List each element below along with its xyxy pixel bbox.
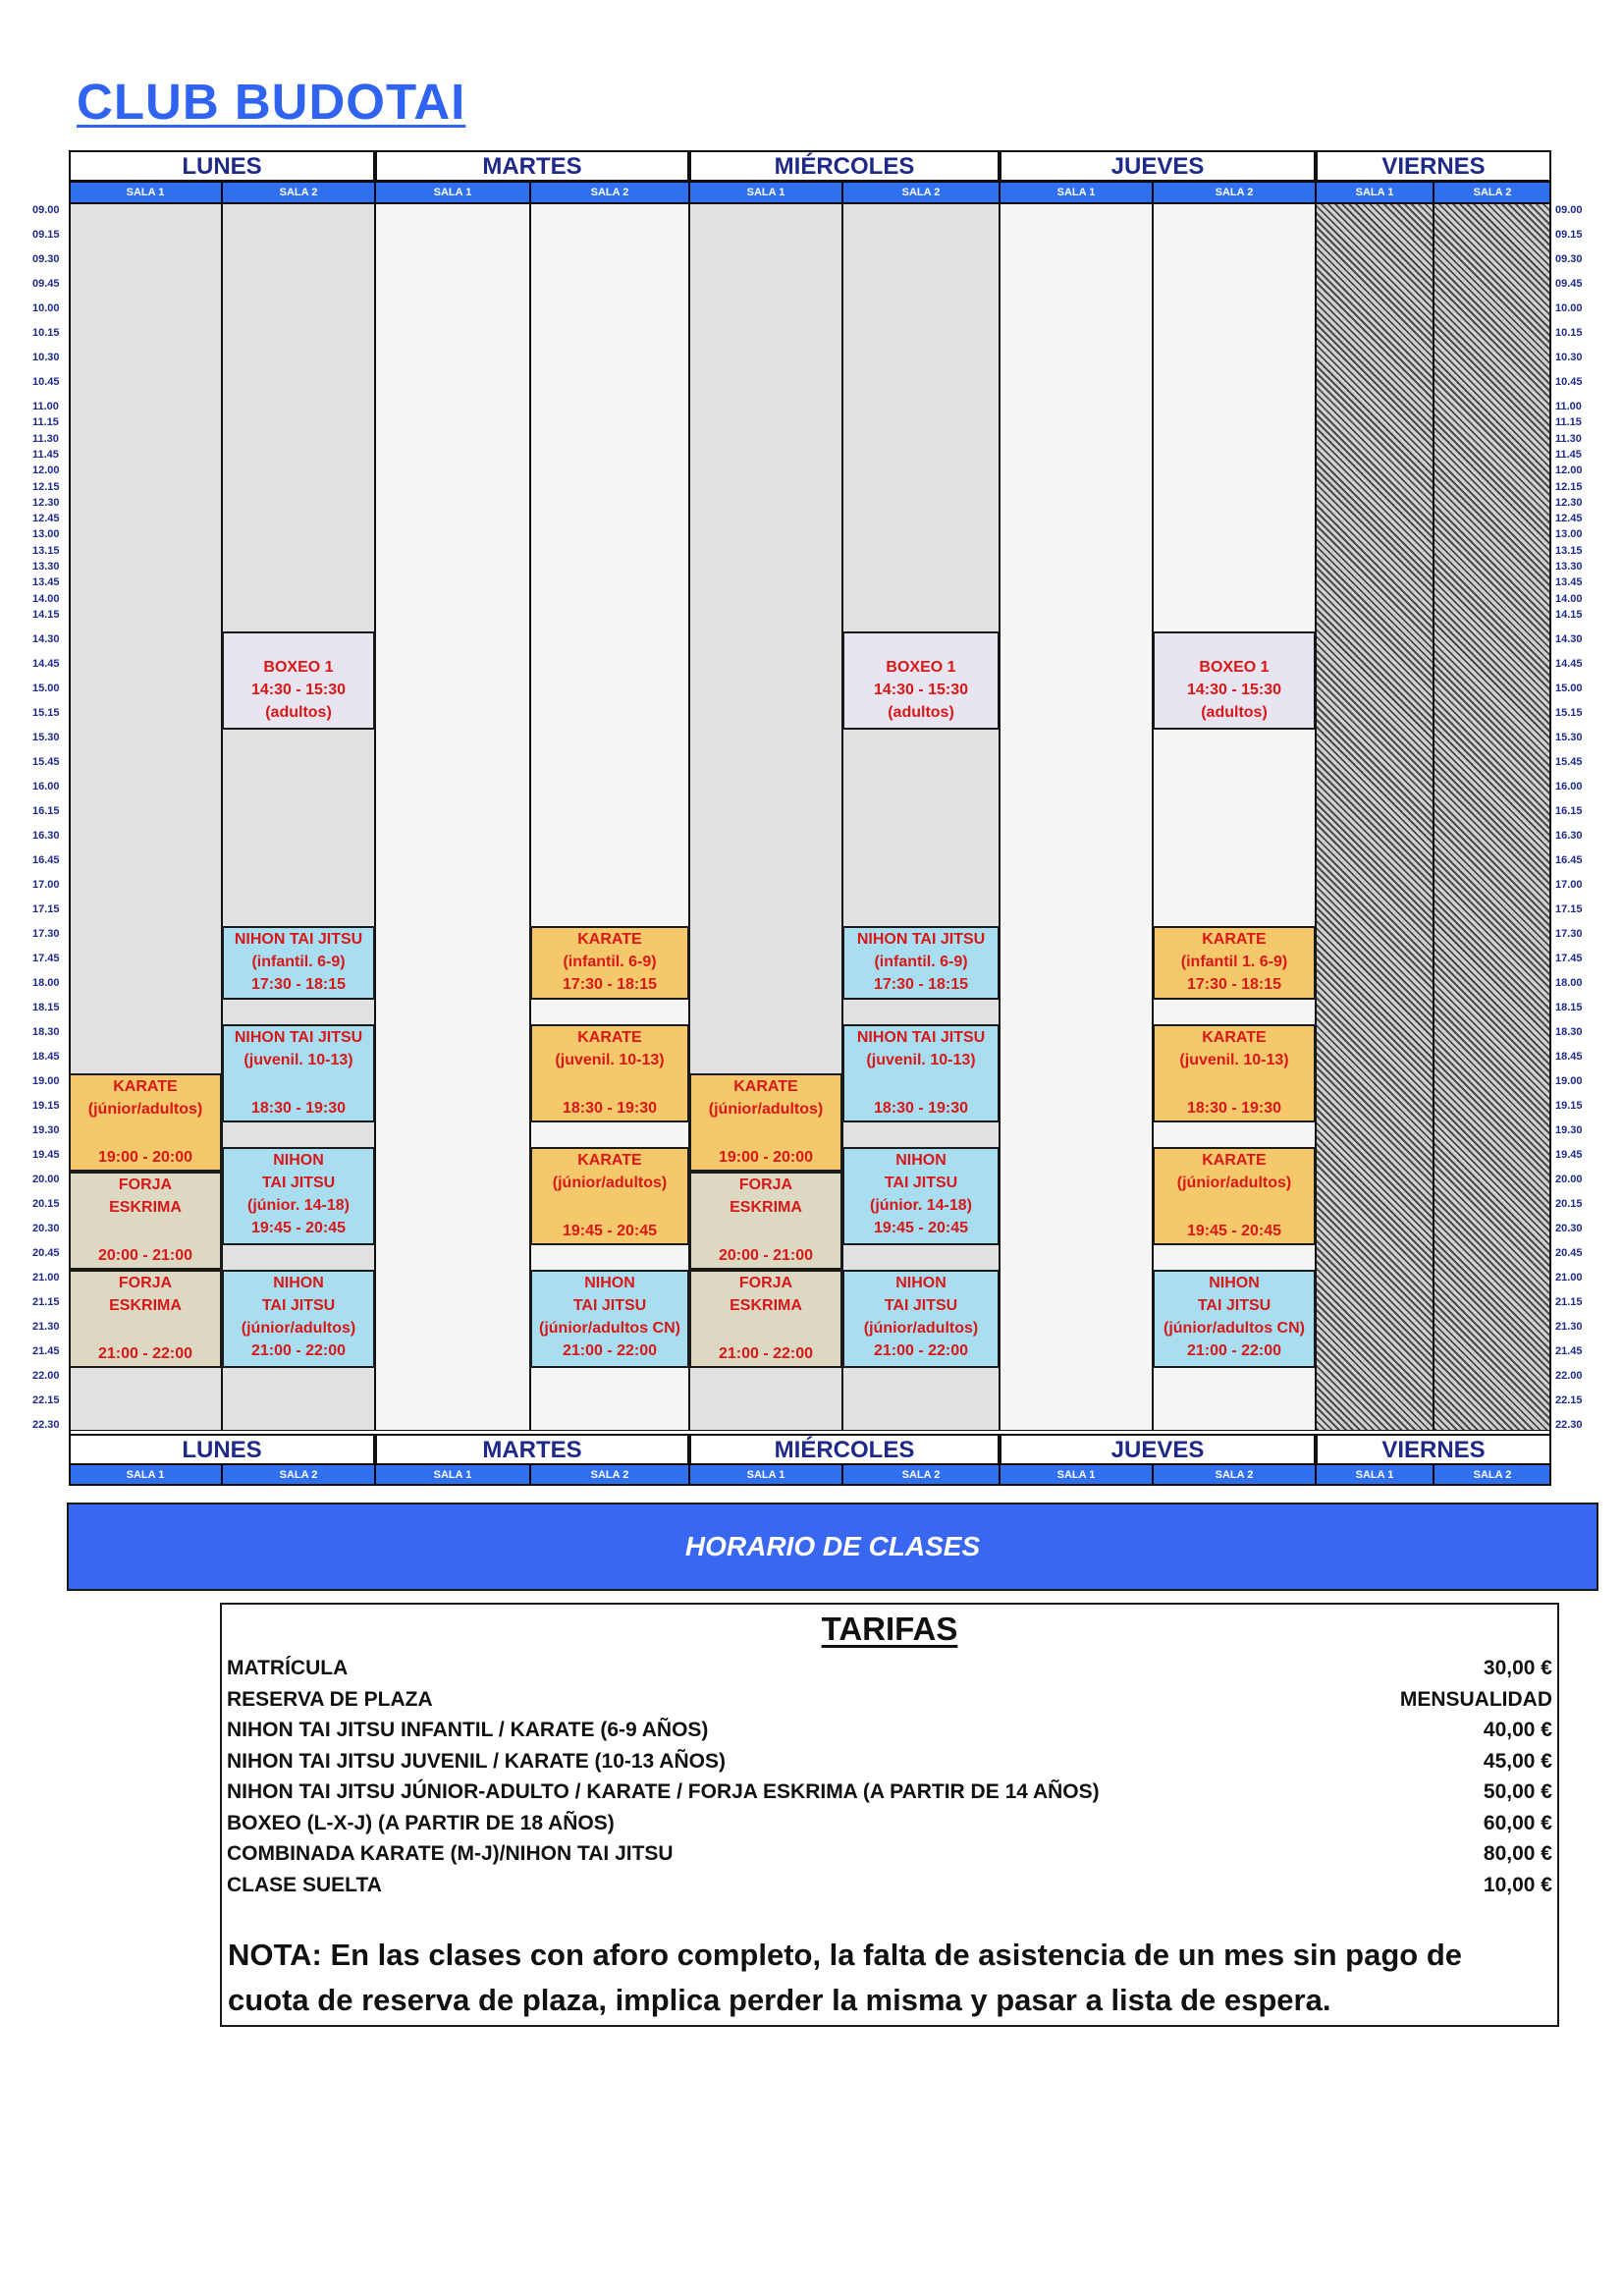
- time-label: 09.45: [1555, 278, 1583, 290]
- time-label: 21.15: [1555, 1296, 1583, 1308]
- time-label: 18.45: [32, 1051, 60, 1063]
- time-label: 19.45: [1555, 1149, 1583, 1161]
- time-label: 18.00: [32, 977, 60, 989]
- class-line: 21:00 - 22:00: [873, 1342, 969, 1359]
- time-label: 22.15: [32, 1394, 60, 1406]
- class-line: (júnior. 14-18): [869, 1197, 973, 1214]
- time-label: 13.15: [32, 544, 60, 557]
- class-line: FORJA: [118, 1275, 173, 1291]
- class-line: NIHON: [895, 1275, 947, 1291]
- class-line: BOXEO 1: [886, 659, 956, 676]
- tarifa-label: NIHON TAI JITSU JÚNIOR-ADULTO / KARATE / FORJA ESKRIMA (A PARTIR DE 14 AÑOS): [227, 1780, 1100, 1803]
- class-line: BOXEO 1: [1199, 659, 1270, 676]
- time-label: 15.15: [32, 707, 60, 719]
- class-line: ESKRIMA: [730, 1199, 802, 1216]
- tarifa-row: [227, 1874, 1552, 1904]
- tarifa-value: MENSUALIDAD: [1399, 1687, 1552, 1711]
- time-label: 19.15: [32, 1100, 60, 1112]
- time-label: 16.00: [32, 781, 60, 793]
- class-line: (juvenil. 10-13): [1179, 1052, 1289, 1068]
- class-block-karate[interactable]: [530, 1024, 689, 1122]
- class-time: 20:00 - 21:00: [97, 1247, 193, 1264]
- class-time: 19:45 - 20:45: [1186, 1223, 1282, 1239]
- class-block-karate[interactable]: [689, 1073, 842, 1172]
- time-label: 19.00: [32, 1075, 60, 1087]
- time-label: 12.00: [1555, 465, 1583, 477]
- time-label: 10.15: [1555, 327, 1583, 339]
- time-label: 16.00: [1555, 781, 1583, 793]
- time-label: 13.00: [1555, 528, 1583, 541]
- time-label: 19.30: [32, 1124, 60, 1136]
- time-label: 17.30: [32, 928, 60, 940]
- class-line: (júnior/adultos): [241, 1320, 356, 1337]
- day-header-lunes-top: LUNES: [69, 150, 375, 182]
- time-label: 22.00: [1555, 1370, 1583, 1382]
- time-label: 20.00: [32, 1174, 60, 1185]
- class-block-nihon-tai-jitsu[interactable]: [842, 1270, 1000, 1368]
- class-line: FORJA: [738, 1176, 793, 1193]
- class-block-nihon-tai-jitsu[interactable]: [842, 1147, 1000, 1245]
- club-title: CLUB BUDOTAI: [77, 74, 466, 130]
- class-line: KARATE: [577, 1152, 642, 1169]
- class-line: NIHON: [584, 1275, 635, 1291]
- time-label: 11.00: [1555, 401, 1582, 412]
- class-line: (infantil. 6-9): [251, 954, 346, 970]
- time-label: 17.15: [1555, 903, 1583, 915]
- room-header: SALA 2: [842, 182, 1000, 203]
- room-header: SALA 2: [1434, 182, 1551, 203]
- class-time: 21:00 - 22:00: [97, 1345, 193, 1362]
- time-label: 18.15: [32, 1002, 60, 1013]
- class-time: 18:30 - 19:30: [250, 1100, 347, 1117]
- room-header: SALA 2: [222, 1464, 375, 1486]
- tarifa-label: NIHON TAI JITSU JUVENIL / KARATE (10-13 AÑOS): [227, 1749, 726, 1773]
- time-label: 17.15: [32, 903, 60, 915]
- time-label: 13.30: [1555, 561, 1583, 574]
- class-block-karate[interactable]: [69, 1073, 222, 1172]
- time-label: 20.30: [32, 1223, 60, 1234]
- class-line: KARATE: [1202, 1029, 1267, 1046]
- time-label: 15.30: [32, 732, 60, 743]
- time-label: 17.00: [32, 879, 60, 891]
- class-block-forja-eskrima[interactable]: [689, 1270, 842, 1368]
- class-line: FORJA: [118, 1176, 173, 1193]
- class-line: NIHON: [1209, 1275, 1260, 1291]
- time-label: 15.15: [1555, 707, 1583, 719]
- class-block-karate[interactable]: [1153, 926, 1316, 1000]
- class-line: ESKRIMA: [730, 1297, 802, 1314]
- time-label: 14.45: [32, 658, 60, 670]
- room-header: SALA 1: [1000, 1464, 1153, 1486]
- class-line: (adultos): [888, 704, 954, 721]
- class-line: (infantil 1. 6-9): [1180, 954, 1288, 970]
- time-label: 16.15: [32, 805, 60, 817]
- tarifa-row: [227, 1688, 1552, 1719]
- class-time: 19:00 - 20:00: [718, 1149, 814, 1166]
- time-label: 09.00: [32, 204, 60, 216]
- time-label: 21.45: [1555, 1345, 1583, 1357]
- time-label: 15.00: [32, 683, 60, 694]
- class-line: 21:00 - 22:00: [1186, 1342, 1282, 1359]
- time-label: 14.30: [32, 633, 60, 645]
- time-label: 11.30: [1555, 432, 1582, 445]
- time-label: 14.00: [1555, 592, 1583, 605]
- time-label: 12.30: [32, 496, 60, 509]
- time-label: 11.00: [32, 401, 59, 412]
- class-line: TAI JITSU: [884, 1175, 958, 1191]
- class-time: 18:30 - 19:30: [873, 1100, 969, 1117]
- time-label: 21.45: [32, 1345, 60, 1357]
- time-label: 15.00: [1555, 683, 1583, 694]
- class-line: KARATE: [733, 1078, 798, 1095]
- class-block-karate[interactable]: [530, 926, 689, 1000]
- room-header: SALA 2: [1153, 182, 1316, 203]
- time-label: 10.15: [32, 327, 60, 339]
- class-line: 17:30 - 18:15: [873, 976, 969, 993]
- class-line: (júnior/adultos CN): [1163, 1320, 1305, 1337]
- time-label: 12.45: [1555, 513, 1583, 525]
- time-label: 13.45: [1555, 576, 1583, 589]
- time-label: 13.00: [32, 528, 60, 541]
- time-label: 21.00: [32, 1272, 60, 1284]
- time-label: 18.45: [1555, 1051, 1583, 1063]
- time-label: 21.30: [32, 1321, 60, 1333]
- tarifa-row: [227, 1657, 1552, 1687]
- class-line: NIHON: [895, 1152, 947, 1169]
- time-label: 18.15: [1555, 1002, 1583, 1013]
- time-label: 20.00: [1555, 1174, 1583, 1185]
- time-label: 20.45: [32, 1247, 60, 1259]
- time-label: 21.15: [32, 1296, 60, 1308]
- class-line: NIHON: [273, 1152, 324, 1169]
- time-label: 21.30: [1555, 1321, 1583, 1333]
- time-label: 19.45: [32, 1149, 60, 1161]
- day-header-jueves-top: JUEVES: [1000, 150, 1316, 182]
- class-line: 14:30 - 15:30: [1186, 682, 1282, 698]
- time-label: 22.30: [32, 1419, 60, 1431]
- day-header-martes-top: MARTES: [375, 150, 689, 182]
- class-line: [224, 633, 373, 656]
- time-label: 10.45: [32, 376, 60, 388]
- room-header: SALA 1: [1316, 1464, 1434, 1486]
- time-label: 18.00: [1555, 977, 1583, 989]
- tarifa-label: RESERVA DE PLAZA: [227, 1687, 433, 1711]
- time-label: 19.30: [1555, 1124, 1583, 1136]
- class-line: TAI JITSU: [261, 1297, 336, 1314]
- class-line: 14:30 - 15:30: [873, 682, 969, 698]
- tarifa-row: [227, 1842, 1552, 1873]
- class-block-nihon-tai-jitsu[interactable]: [222, 926, 375, 1000]
- class-line: NIHON: [273, 1275, 324, 1291]
- time-label: 17.30: [1555, 928, 1583, 940]
- class-line: KARATE: [113, 1078, 178, 1095]
- class-line: NIHON TAI JITSU: [856, 931, 986, 948]
- class-line: KARATE: [577, 1029, 642, 1046]
- class-line: ESKRIMA: [109, 1199, 182, 1216]
- room-header: SALA 1: [375, 1464, 530, 1486]
- class-block-karate[interactable]: [1153, 1024, 1316, 1122]
- time-label: 09.30: [1555, 253, 1583, 265]
- room-header: SALA 2: [222, 182, 375, 203]
- time-label: 19.00: [1555, 1075, 1583, 1087]
- day-header-lunes-bottom: LUNES: [69, 1434, 375, 1465]
- day-header-miercoles-bottom: MIÉRCOLES: [689, 1434, 1000, 1465]
- time-label: 18.30: [1555, 1026, 1583, 1038]
- class-time: 20:00 - 21:00: [718, 1247, 814, 1264]
- time-label: 12.45: [32, 513, 60, 525]
- class-line: (júnior/adultos): [552, 1175, 668, 1191]
- class-block-nihon-tai-jitsu[interactable]: [842, 926, 1000, 1000]
- class-line: KARATE: [1202, 1152, 1267, 1169]
- time-label: 10.30: [1555, 352, 1583, 363]
- room-header: SALA 1: [69, 1464, 222, 1486]
- class-block-nihon-tai-jitsu[interactable]: [842, 1024, 1000, 1122]
- time-label: 14.30: [1555, 633, 1583, 645]
- class-line: (adultos): [265, 704, 332, 721]
- tarifa-label: COMBINADA KARATE (M-J)/NIHON TAI JITSU: [227, 1842, 674, 1865]
- time-label: 14.15: [1555, 609, 1583, 621]
- time-label: 11.15: [32, 416, 59, 429]
- tarifa-value: 30,00 €: [1483, 1657, 1552, 1679]
- class-block-karate[interactable]: [530, 1147, 689, 1245]
- tarifa-value: 80,00 €: [1483, 1842, 1552, 1865]
- time-label: 12.15: [32, 480, 60, 493]
- class-line: NIHON TAI JITSU: [234, 1029, 363, 1046]
- class-line: (júnior/adultos): [863, 1320, 979, 1337]
- tarifas-box: [220, 1603, 1559, 2027]
- class-line: 21:00 - 22:00: [250, 1342, 347, 1359]
- room-header: SALA 1: [689, 182, 842, 203]
- class-line: (infantil. 6-9): [874, 954, 968, 970]
- tarifa-value: 60,00 €: [1483, 1811, 1552, 1834]
- time-label: 10.00: [32, 302, 60, 314]
- time-label: 10.00: [1555, 302, 1583, 314]
- room-header: SALA 1: [689, 1464, 842, 1486]
- class-line: (júnior/adultos): [708, 1101, 824, 1118]
- time-label: 12.15: [1555, 480, 1583, 493]
- time-label: 09.45: [32, 278, 60, 290]
- time-label: 11.45: [32, 448, 59, 461]
- day-header-martes-bottom: MARTES: [375, 1434, 689, 1465]
- class-line: (juvenil. 10-13): [866, 1052, 976, 1068]
- class-line: ESKRIMA: [109, 1297, 182, 1314]
- time-label: 22.30: [1555, 1419, 1583, 1431]
- time-label: 09.15: [1555, 229, 1583, 241]
- class-block-boxeo[interactable]: [1153, 631, 1316, 730]
- class-block-nihon-tai-jitsu[interactable]: [1153, 1270, 1316, 1368]
- class-line: TAI JITSU: [884, 1297, 958, 1314]
- time-label: 17.00: [1555, 879, 1583, 891]
- time-label: 21.00: [1555, 1272, 1583, 1284]
- class-line: 14:30 - 15:30: [250, 682, 347, 698]
- class-block-nihon-tai-jitsu[interactable]: [222, 1024, 375, 1122]
- time-label: 10.45: [1555, 376, 1583, 388]
- class-line: 17:30 - 18:15: [250, 976, 347, 993]
- time-label: 15.45: [32, 756, 60, 768]
- class-block-nihon-tai-jitsu[interactable]: [222, 1147, 375, 1245]
- class-block-nihon-tai-jitsu[interactable]: [530, 1270, 689, 1368]
- time-label: 17.45: [32, 953, 60, 964]
- class-line: KARATE: [577, 931, 642, 948]
- time-label: 11.45: [1555, 448, 1582, 461]
- class-line: TAI JITSU: [572, 1297, 647, 1314]
- tarifa-value: 45,00 €: [1483, 1749, 1552, 1773]
- room-header: SALA 2: [842, 1464, 1000, 1486]
- class-block-karate[interactable]: [1153, 1147, 1316, 1245]
- class-line: FORJA: [738, 1275, 793, 1291]
- class-block-nihon-tai-jitsu[interactable]: [222, 1270, 375, 1368]
- class-line: 17:30 - 18:15: [1186, 976, 1282, 993]
- room-header: SALA 1: [69, 182, 222, 203]
- tarifa-label: MATRÍCULA: [227, 1657, 349, 1679]
- class-line: (adultos): [1201, 704, 1268, 721]
- room-header: SALA 1: [1316, 182, 1434, 203]
- class-time: 21:00 - 22:00: [718, 1345, 814, 1362]
- nota-text: NOTA: En las clases con aforo completo, la falta de asistencia de un mes sin pago de cuota de reserva de plaza, implica perder la misma y pasar a lista de espera.: [228, 1938, 1462, 2017]
- time-label: 11.15: [1555, 416, 1582, 429]
- class-line: (júnior/adultos): [87, 1101, 203, 1118]
- tarifa-label: BOXEO (L-X-J) (A PARTIR DE 18 AÑOS): [227, 1811, 615, 1834]
- time-label: 09.30: [32, 253, 60, 265]
- room-header: SALA 2: [530, 1464, 689, 1486]
- time-label: 12.30: [1555, 496, 1583, 509]
- day-header-jueves-bottom: JUEVES: [1000, 1434, 1316, 1465]
- time-label: 22.15: [1555, 1394, 1583, 1406]
- class-line: (júnior. 14-18): [246, 1197, 351, 1214]
- time-label: 16.30: [1555, 830, 1583, 842]
- room-header: SALA 2: [1434, 1464, 1551, 1486]
- class-line: (júnior/adultos CN): [539, 1320, 680, 1337]
- class-line: TAI JITSU: [1197, 1297, 1271, 1314]
- class-line: 17:30 - 18:15: [562, 976, 658, 993]
- tarifa-row: [227, 1780, 1552, 1811]
- tarifa-value: 10,00 €: [1483, 1873, 1552, 1896]
- time-label: 14.15: [32, 609, 60, 621]
- class-time: 19:45 - 20:45: [562, 1223, 658, 1239]
- class-line: (infantil. 6-9): [563, 954, 657, 970]
- class-line: BOXEO 1: [263, 659, 334, 676]
- tarifa-value: 50,00 €: [1483, 1780, 1552, 1803]
- time-label: 22.00: [32, 1370, 60, 1382]
- time-label: 14.45: [1555, 658, 1583, 670]
- time-label: 13.45: [32, 576, 60, 589]
- time-label: 09.15: [32, 229, 60, 241]
- time-label: 13.15: [1555, 544, 1583, 557]
- class-block-boxeo[interactable]: [842, 631, 1000, 730]
- tarifa-label: CLASE SUELTA: [227, 1873, 382, 1896]
- class-time: 18:30 - 19:30: [1186, 1100, 1282, 1117]
- room-header: SALA 1: [1000, 182, 1153, 203]
- time-label: 19.15: [1555, 1100, 1583, 1112]
- time-label: 18.30: [32, 1026, 60, 1038]
- class-line: 19:45 - 20:45: [250, 1220, 347, 1236]
- time-label: 11.30: [32, 432, 59, 445]
- class-line: (juvenil. 10-13): [555, 1052, 665, 1068]
- room-header: SALA 1: [375, 182, 530, 203]
- time-label: 14.00: [32, 592, 60, 605]
- time-label: 16.45: [32, 854, 60, 866]
- day-header-viernes-bottom: VIERNES: [1316, 1434, 1551, 1465]
- time-label: 20.30: [1555, 1223, 1583, 1234]
- time-label: 15.45: [1555, 756, 1583, 768]
- class-line: 21:00 - 22:00: [562, 1342, 658, 1359]
- time-label: 16.45: [1555, 854, 1583, 866]
- time-label: 13.30: [32, 561, 60, 574]
- class-line: (júnior/adultos): [1176, 1175, 1292, 1191]
- time-label: 12.00: [32, 465, 60, 477]
- tarifa-row: [227, 1750, 1552, 1780]
- class-line: [1155, 633, 1314, 656]
- tarifa-label: NIHON TAI JITSU INFANTIL / KARATE (6-9 AÑOS): [227, 1719, 709, 1741]
- class-line: NIHON TAI JITSU: [856, 1029, 986, 1046]
- class-line: [844, 633, 998, 656]
- class-time: 19:00 - 20:00: [97, 1149, 193, 1166]
- class-line: TAI JITSU: [261, 1175, 336, 1191]
- class-line: NIHON TAI JITSU: [234, 931, 363, 948]
- class-time: 18:30 - 19:30: [562, 1100, 658, 1117]
- time-label: 16.30: [32, 830, 60, 842]
- class-line: (juvenil. 10-13): [243, 1052, 353, 1068]
- room-header: SALA 2: [530, 182, 689, 203]
- class-block-forja-eskrima[interactable]: [689, 1172, 842, 1270]
- schedule-banner: HORARIO DE CLASES: [67, 1503, 1598, 1591]
- room-header: SALA 2: [1153, 1464, 1316, 1486]
- time-label: 20.15: [32, 1198, 60, 1210]
- time-label: 20.15: [1555, 1198, 1583, 1210]
- time-label: 20.45: [1555, 1247, 1583, 1259]
- time-label: 17.45: [1555, 953, 1583, 964]
- day-header-miercoles-top: MIÉRCOLES: [689, 150, 1000, 182]
- class-block-forja-eskrima[interactable]: [69, 1270, 222, 1368]
- class-line: KARATE: [1202, 931, 1267, 948]
- day-header-viernes-top: VIERNES: [1316, 150, 1551, 182]
- tarifa-value: 40,00 €: [1483, 1719, 1552, 1741]
- class-block-forja-eskrima[interactable]: [69, 1172, 222, 1270]
- class-block-boxeo[interactable]: [222, 631, 375, 730]
- time-label: 16.15: [1555, 805, 1583, 817]
- class-line: 19:45 - 20:45: [873, 1220, 969, 1236]
- time-label: 10.30: [32, 352, 60, 363]
- tarifas-title: TARIFAS: [821, 1611, 958, 1647]
- tarifa-row: [227, 1812, 1552, 1842]
- time-label: 09.00: [1555, 204, 1583, 216]
- tarifa-row: [227, 1719, 1552, 1749]
- time-label: 15.30: [1555, 732, 1583, 743]
